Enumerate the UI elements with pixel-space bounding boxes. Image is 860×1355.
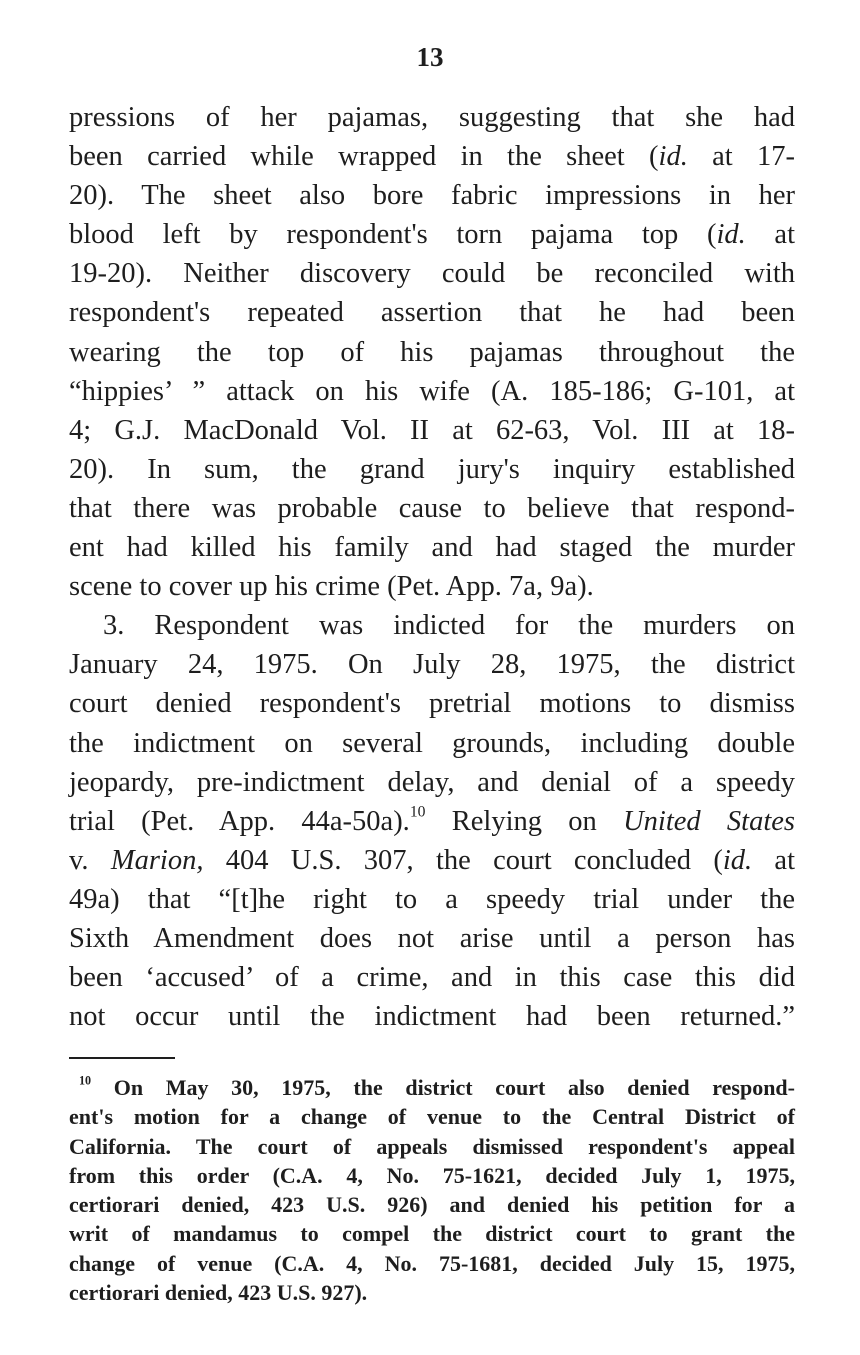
text-line: been ‘accused’ of a crime, and in this case this did [69, 962, 795, 994]
text-line: court denied respondent's pretrial motions to dismiss [69, 688, 795, 720]
citation-italic: id. [658, 141, 688, 173]
text-line: the indictment on several grounds, including double [69, 727, 795, 759]
text-line: Sixth Amendment does not arise until a person has [69, 922, 795, 954]
text-line: scene to cover up his crime (Pet. App. 7a, 9a). [69, 571, 594, 603]
footnote-line: $^{10}$ On May 30, 1975, the district court also denied respond- [79, 1073, 795, 1100]
footnote-line: California. The court of appeals dismissed respondent's appeal [69, 1133, 795, 1159]
text-line: “hippies’ ” attack on his wife (A. 185-186; G-101, at [69, 375, 795, 407]
footnote-line: ent's motion for a change of venue to the Central District of [69, 1104, 795, 1130]
text-line: v. Marion, 404 U.S. 307, the court concluded (id. at [69, 844, 795, 876]
text-line: January 24, 1975. On July 28, 1975, the district [69, 649, 795, 681]
text-line: 20). The sheet also bore fabric impressions in her [69, 180, 795, 212]
footnote-line: change of venue (C.A. 4, No. 75-1681, decided July 15, 1975, [69, 1250, 795, 1276]
text-line: been carried while wrapped in the sheet (id. at 17- [69, 141, 796, 173]
footnote-line: certiorari denied, 423 U.S. 927). [69, 1280, 368, 1306]
text-line: 49a) that “[t]he right to a speedy trial under the [69, 883, 795, 915]
footnote-line: from this order (C.A. 4, No. 75-1621, decided July 1, 1975, [69, 1162, 795, 1188]
footnote-divider [69, 1057, 175, 1059]
footnote-line: writ of mandamus to compel the district court to grant the [69, 1221, 795, 1247]
text-line: respondent's repeated assertion that he had been [69, 297, 795, 329]
text-line: jeopardy, pre-indictment delay, and denial of a speedy [69, 766, 795, 798]
footnote-line: certiorari denied, 423 U.S. 926) and denied his petition for a [69, 1192, 795, 1218]
citation-italic: id. [716, 219, 746, 251]
case-name-italic: Marion, [110, 844, 204, 876]
text-line: not occur until the indictment had been returned.” [69, 1001, 795, 1033]
paragraph-start-line: 3. Respondent was indicted for the murders on [103, 610, 795, 642]
case-name-italic: United States [623, 805, 795, 837]
text-line: blood left by respondent's torn pajama top (id. at [69, 219, 795, 251]
text-line: trial (Pet. App. 44a-50a).$^{10}$ Relying on United States [69, 803, 795, 837]
text-line: ent had killed his family and had staged the murder [69, 532, 795, 564]
text-line: 20). In sum, the grand jury's inquiry established [69, 453, 795, 485]
citation-italic: id. [722, 844, 753, 876]
text-line: 4; G.J. MacDonald Vol. II at 62-63, Vol. III at 18- [69, 414, 795, 446]
body-text [69, 98, 795, 1036]
text-line: that there was probable cause to believe that respond- [69, 492, 795, 524]
text-line: pressions of her pajamas, suggesting that she had [69, 102, 795, 133]
footnote-marker: 10 [79, 1073, 92, 1088]
text-line: wearing the top of his pajamas throughout the [69, 336, 795, 368]
text-line: 19-20). Neither discovery could be reconciled with [69, 258, 795, 290]
footnote-reference: 10 [409, 803, 426, 821]
footnote [69, 1073, 795, 1307]
page-number: 13 [416, 42, 444, 72]
